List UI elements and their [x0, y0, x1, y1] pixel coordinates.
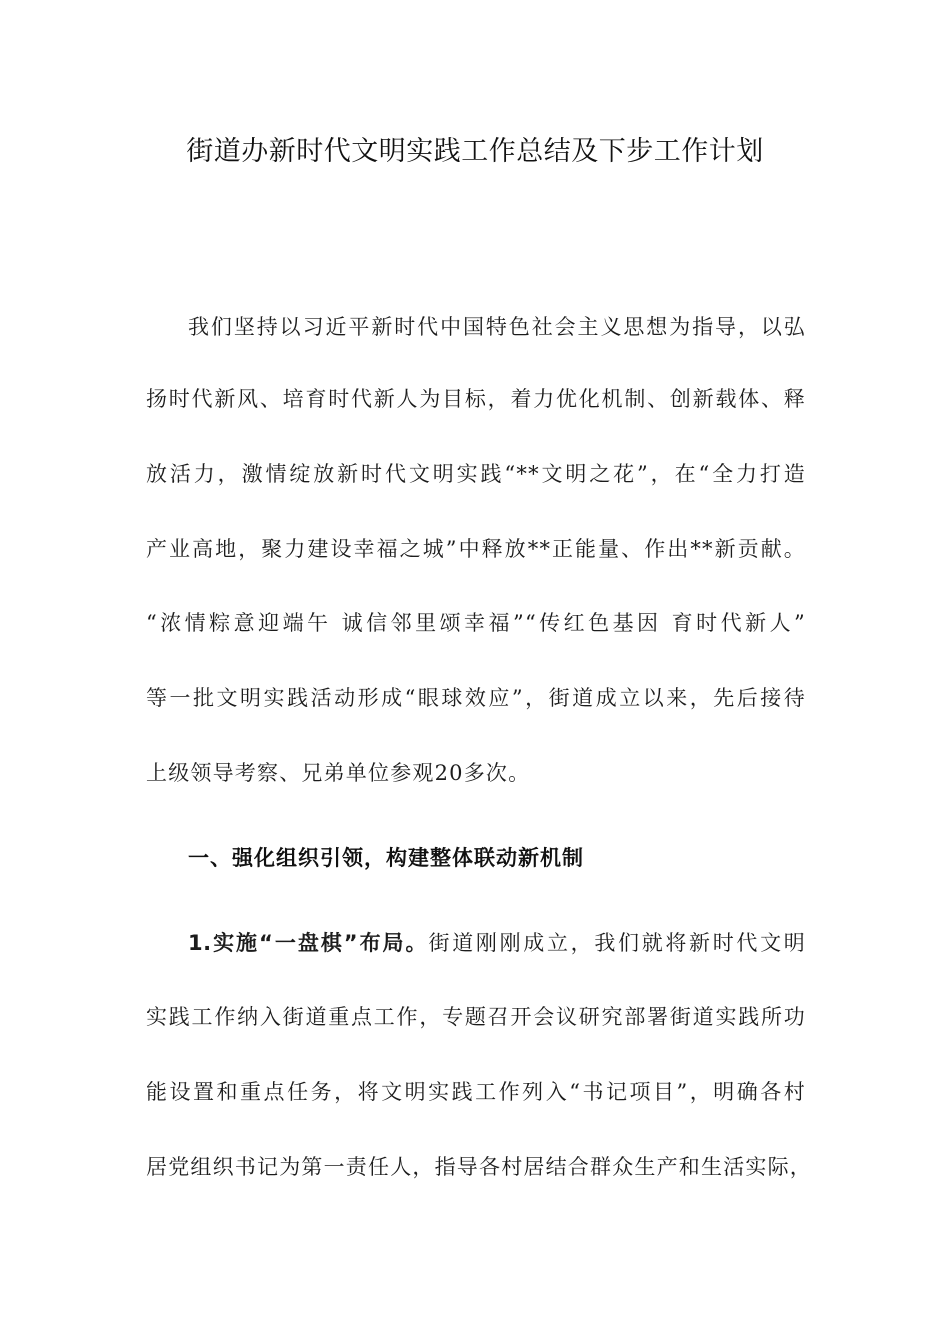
item-1-line-4: 居党组织书记为第一责任人，指导各村居结合群众生产和生活实际， [146, 1155, 812, 1179]
intro-line-6: 等一批文明实践活动形成“眼球效应”，街道成立以来，先后接待 [146, 686, 806, 710]
item-1-line-1-rest: 街道刚刚成立，我们就将新时代文明 [428, 931, 806, 955]
document-title: 街道办新时代文明实践工作总结及下步工作计划 [186, 136, 764, 167]
intro-line-7: 上级领导考察、兄弟单位参观20多次。 [146, 761, 531, 785]
intro-line-5: “浓情粽意迎端午 诚信邻里颂幸福”“传红色基因 育时代新人” [146, 611, 806, 635]
item-1-lead: 1.实施“一盘棋”布局。 [188, 931, 429, 955]
item-1-line-3: 能设置和重点任务，将文明实践工作列入“书记项目”，明确各村 [146, 1080, 806, 1104]
item-1-line-1 [188, 926, 806, 960]
intro-line-1: 我们坚持以习近平新时代中国特色社会主义思想为指导，以弘 [188, 315, 806, 339]
section-1-heading: 一、强化组织引领，构建整体联动新机制 [188, 846, 584, 870]
intro-line-4: 产业高地，聚力建设幸福之城”中释放**正能量、作出**新贡献。 [146, 537, 806, 561]
intro-line-3: 放活力，激情绽放新时代文明实践“**文明之花”，在“全力打造 [146, 462, 806, 486]
intro-line-2: 扬时代新风、培育时代新人为目标，着力优化机制、创新载体、释 [146, 387, 806, 411]
item-1-line-2: 实践工作纳入街道重点工作，专题召开会议研究部署街道实践所功 [146, 1005, 806, 1029]
